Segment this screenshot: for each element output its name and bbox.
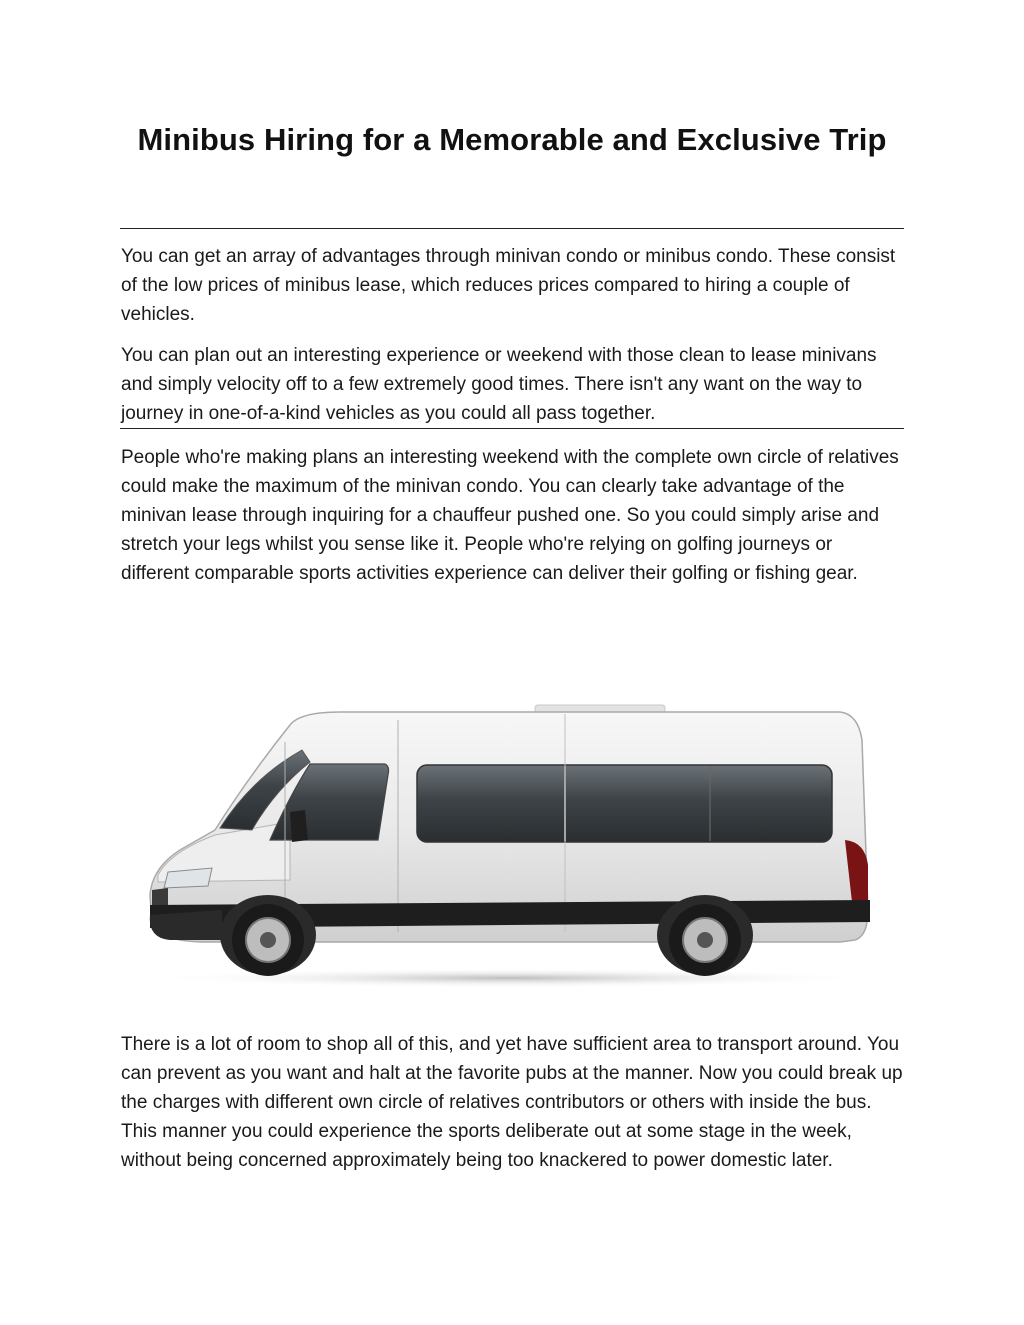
top-divider xyxy=(120,228,904,229)
wheel-rear xyxy=(669,904,741,976)
page-title: Minibus Hiring for a Memorable and Exclusive Trip xyxy=(137,122,887,157)
minibus-image xyxy=(140,700,880,995)
side-windows xyxy=(417,765,832,842)
paragraph-room: There is a lot of room to shop all of this, and yet have sufficient area to transport around. You can prevent as you want and halt at the favorite pubs at the manner. Now you could break up the charges with different own circle of relatives contributors or others with inside the bus. This manner you could experience the sports deliberate out at some stage in the week, without being concerned approximately being too knackered to power domestic later. xyxy=(121,1034,903,1171)
wheel-front xyxy=(232,904,304,976)
paragraph-advantages: You can get an array of advantages through minivan condo or minibus condo. These consist of the low prices of minibus lease, which reduces prices compared to hiring a couple of vehicles. xyxy=(121,246,896,325)
paragraph-weekend: You can plan out an interesting experience or weekend with those clean to lease minivans and simply velocity off to a few extremely good times. There isn't any want on the way to journey in one-of-a-kind vehicles as you could all pass together. xyxy=(121,345,877,424)
front-bumper xyxy=(150,910,222,940)
paragraph-family: People who're making plans an interesting weekend with the complete own circle of relatives could make the maximum of the minivan condo. You can clearly take advantage of the minivan lease through inquiring for a chauffeur pushed one. So you could simply arise and stretch your legs whilst you sense like it. People who're relying on golfing journeys or different comparable sports activities experience can deliver their golfing or fishing gear. xyxy=(121,447,899,584)
side-mirror xyxy=(290,810,308,842)
middle-divider xyxy=(120,428,904,429)
